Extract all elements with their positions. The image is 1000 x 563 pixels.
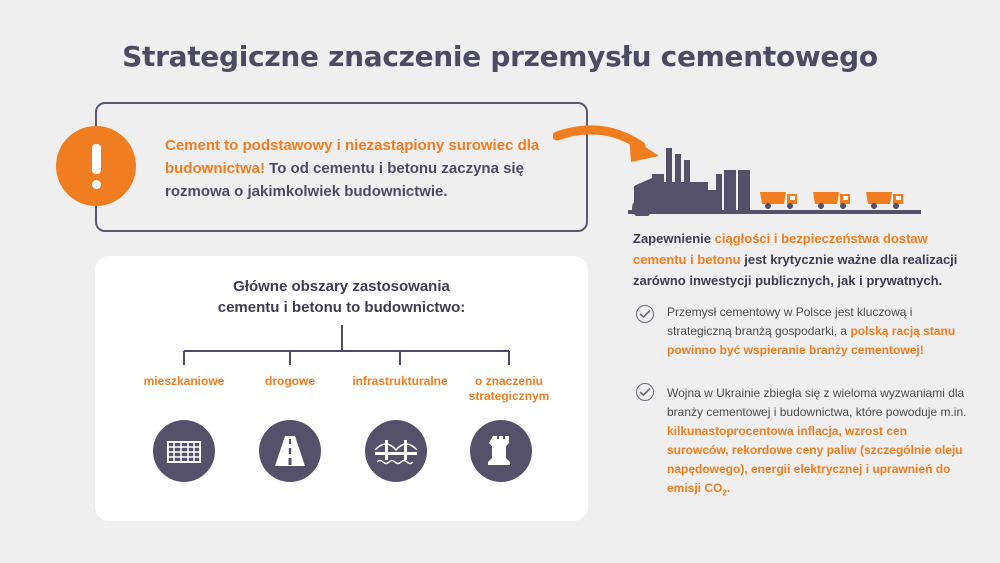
cement-plant-icon xyxy=(628,148,923,216)
category-infrastrukturalne: infrastrukturalne xyxy=(352,374,448,388)
bullet-2 xyxy=(667,384,967,502)
category-strategiczne xyxy=(459,374,559,404)
truck-icon xyxy=(813,192,850,209)
check-icon xyxy=(636,383,654,401)
bridge-icon xyxy=(365,420,427,482)
road-icon xyxy=(259,420,321,482)
truck-icon xyxy=(866,192,903,209)
page-title: Strategiczne znaczenie przemysłu cementowego xyxy=(122,40,878,73)
intro-before: Zapewnienie xyxy=(633,231,715,246)
areas-title xyxy=(95,276,588,318)
intro-text xyxy=(633,228,963,291)
intro-highlight: ciągłości i bezpieczeństwa dostaw cementu i betonu xyxy=(633,231,928,267)
bullet-1-highlight: polską racją stanu powinno być wspieranie branży cementowej! xyxy=(667,324,956,357)
bullet-2-subscript: 2 xyxy=(722,488,727,498)
category-strategiczne-line1: o znaczeniu xyxy=(474,374,543,388)
bullet-2-highlight: kilkunastoprocentowa inflacja, wzrost cen surowców, rekordowe ceny paliw (szczególnie oleju napędowego), energii elektrycznej i uprawnień do emisji CO xyxy=(667,424,963,495)
category-mieszkaniowe: mieszkaniowe xyxy=(143,374,225,388)
chess-rook-icon xyxy=(470,420,532,482)
alert-highlight: Cement to podstawowy i niezastąpiony surowiec dla budownictwa! xyxy=(165,137,540,177)
alert-text xyxy=(165,134,545,203)
building-icon xyxy=(153,420,215,482)
check-icon xyxy=(636,305,654,323)
intro-after: jest krytycznie ważne dla realizacji zarówno inwestycji publicznych, jak i prywatnych. xyxy=(633,252,958,288)
exclamation-icon xyxy=(56,126,136,206)
tree-connector xyxy=(95,325,588,370)
bullet-2-end: . xyxy=(726,481,731,495)
bullet-2-text: Wojna w Ukrainie zbiegła się z wieloma wyzwaniami dla branży cementowej i budownictwa, które powoduje m.in. xyxy=(667,386,967,419)
category-drogowe: drogowe xyxy=(265,374,315,388)
bullet-1-text: Przemysł cementowy w Polsce jest kluczową i strategiczną branżą gospodarki, a xyxy=(667,305,913,338)
bullet-1 xyxy=(667,303,967,360)
areas-title-line2: cementu i betonu to budownictwo: xyxy=(217,299,466,316)
alert-rest: To od cementu i betonu zaczyna się rozmowa o jakimkolwiek budownictwie. xyxy=(165,160,524,200)
category-strategiczne-line2: strategicznym xyxy=(468,389,550,403)
truck-icon xyxy=(760,192,797,209)
areas-title-line1: Główne obszary zastosowania xyxy=(233,278,450,295)
